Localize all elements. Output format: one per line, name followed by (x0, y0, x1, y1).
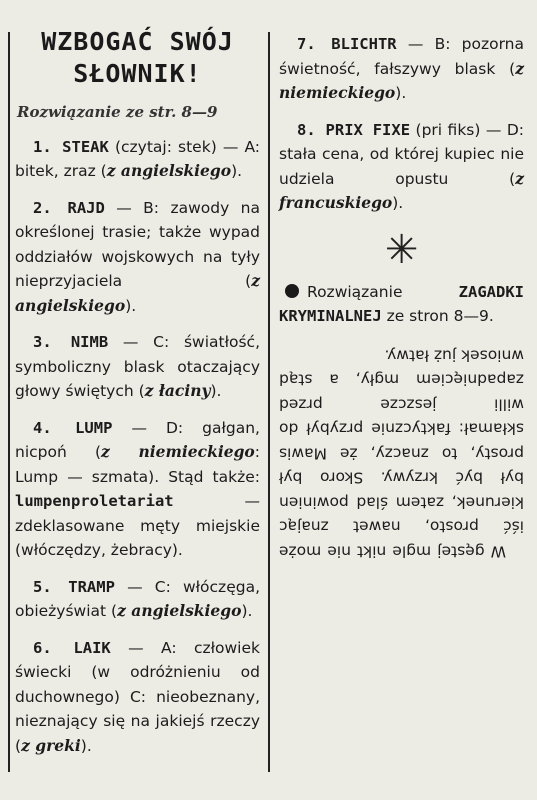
inverted-answer-text: W gęstej mgle nikt nie może iść prosto, nawet znając kierunek, zatem ślad powinien był być krzywy. Skoro był prosty, to znaczy, że Mawis skłamał: faktycznie przybył do willi jeszcze przed zapadnięciem mgły, a stąd wniosek już łatwy. (279, 346, 524, 560)
entry-text: ). (210, 382, 222, 400)
entry-origin: z łaciny (144, 381, 211, 400)
entry-lump (15, 416, 260, 563)
entry-text: — C: włóczęga, obieżyświat ( (15, 577, 260, 620)
entry-term: 7. BLICHTR (297, 35, 397, 53)
entry-text: ). (125, 296, 137, 315)
entry-origin: z angielskiego (106, 161, 232, 180)
page-title (15, 26, 260, 90)
solution-tail: ze stron 8—9. (381, 307, 494, 325)
solution-caps: ZAGADKI KRYMINALNEJ (279, 282, 524, 325)
entry-nimb (15, 330, 260, 404)
entry-origin: z niemieckiego (101, 442, 255, 461)
entry-text: — B: zawody na określonej trasie; także wypad oddziałów wojskowych na tyły nieprzyjaciela ( (15, 198, 260, 290)
entry-text: (pri fiks) — D: stała cena, od której kupiec nie udziela opustu ( (279, 120, 525, 188)
entry-text: ). (231, 162, 243, 180)
entry-laik (15, 636, 260, 759)
entry-text: — D: gałgan, nicpoń ( (15, 418, 260, 461)
entry-term: 2. RAJD (33, 198, 105, 217)
entry-text: — C: światłość, symboliczny blask otaczający głowy świętych ( (15, 333, 261, 400)
entry-text: ). (80, 736, 92, 755)
entry-tramp (15, 575, 260, 624)
entry-term: 4. LUMP (33, 418, 113, 437)
solution-heading (279, 280, 524, 329)
entry-term: 1. STEAK (33, 137, 109, 156)
bullet-dot-icon (285, 284, 299, 298)
column-divider-rule (268, 32, 270, 772)
entry-text: ). (395, 84, 407, 102)
title-line-1: WZBOGAĆ SWÓJ (41, 27, 234, 56)
entry-text: (czytaj: stek) — A: bitek, zraz ( (15, 137, 260, 180)
entry-origin: z greki (21, 735, 81, 755)
entry-origin: z angielskiego (117, 601, 242, 620)
entry-text: ). (241, 602, 253, 620)
right-column (279, 32, 524, 563)
entry-term: 3. NIMB (33, 333, 109, 351)
left-column (15, 26, 260, 770)
subtitle: Rozwiązanie ze str. 8—9 (17, 103, 218, 121)
entry-term: 5. TRAMP (33, 577, 115, 596)
entry-origin: z francuskiego (279, 168, 524, 212)
entry-term: 6. LAIK (33, 638, 111, 657)
entry-prix-fixe (279, 118, 524, 216)
title-line-2: SŁOWNIK! (73, 59, 202, 88)
inverted-answer (279, 343, 524, 564)
entry-text: — zdeklasowane męty miejskie (włóczędzy, żebracy). (15, 492, 260, 559)
entry-term: 8. PRIX FIXE (297, 120, 411, 139)
entry-derived-term: lumpenproletariat (15, 492, 174, 510)
entry-rajd (15, 196, 260, 319)
entry-steak (15, 135, 260, 184)
entry-text: — A: człowiek świecki (w odróżnieniu od duchownego) C: nieobeznany, nieznający się na jakiejś rzeczy ( (15, 638, 260, 755)
entry-blichtr (279, 32, 524, 106)
entry-text: — B: pozorna świetność, fałszywy blask ( (279, 35, 525, 78)
entry-text: ). (392, 194, 404, 212)
entry-origin: z niemieckiego (279, 58, 524, 102)
asterisk-ornament-icon: ✳ (384, 226, 419, 273)
solution-intro: Rozwiązanie (307, 282, 403, 301)
entry-text: : Lump — szmata). Stąd także: (15, 443, 260, 486)
left-column-rule (8, 32, 10, 772)
entry-origin: z angielskiego (15, 271, 260, 315)
